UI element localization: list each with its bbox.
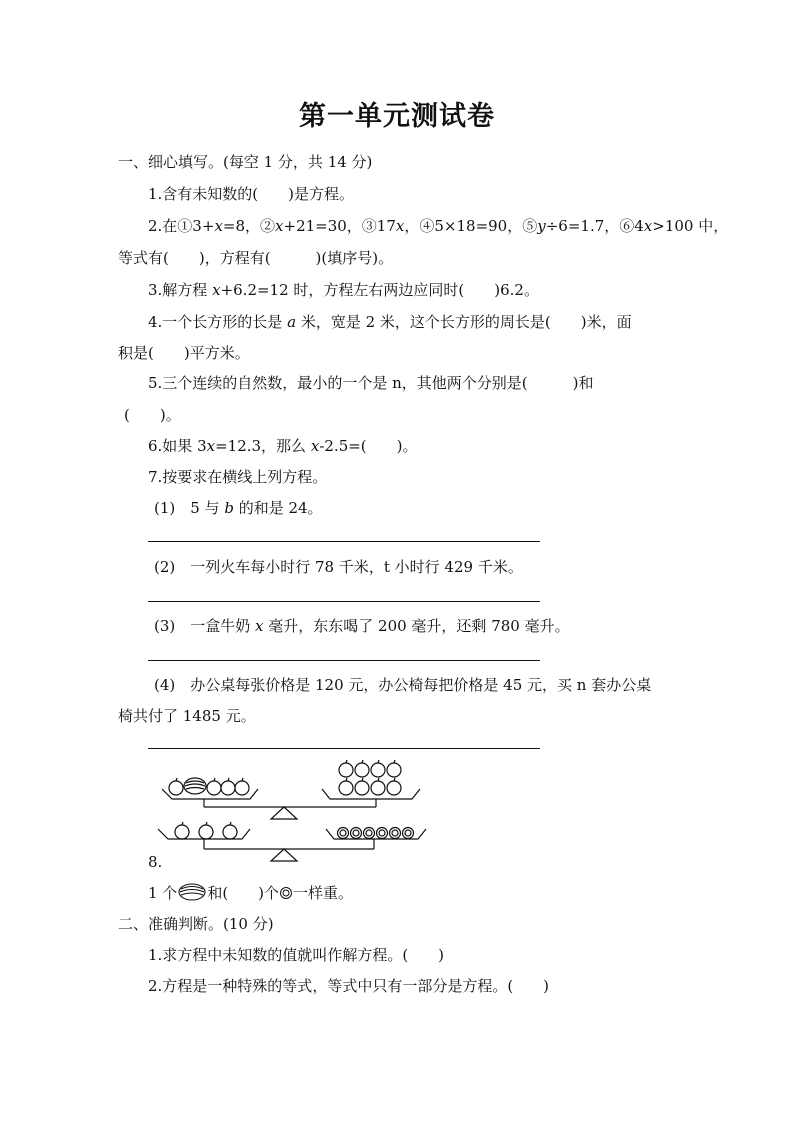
question-3: 3.解方程 x+6.2=12 时，方程左右两边应同时( )6.2。 xyxy=(148,281,539,299)
orange-icon xyxy=(351,828,362,839)
apple-icon xyxy=(387,760,401,777)
judgement-question-1: 1.求方程中未知数的值就叫作解方程。( ) xyxy=(148,946,445,964)
apple-icon xyxy=(355,778,369,795)
question-7-part-3: (3) 一盒牛奶 x 毫升，东东喝了 200 毫升，还剩 780 毫升。 xyxy=(154,617,570,635)
apple-icon xyxy=(371,760,385,777)
top-scale xyxy=(162,760,420,819)
question-1: 1.含有未知数的( )是方程。 xyxy=(148,185,355,203)
question-2-line1: 2.在①3+x=8，②x+21=30，③17x，④5×18=90，⑤y÷6=1.7，⑥4x>100 中， xyxy=(148,217,729,235)
watermelon-icon xyxy=(177,883,207,901)
question-7-part-2: (2) 一列火车每小时行 78 千米，t 小时行 429 千米。 xyxy=(154,558,523,576)
answer-line-4[interactable] xyxy=(148,748,540,749)
apple-icon xyxy=(221,778,235,795)
answer-line-1[interactable] xyxy=(148,541,540,542)
orange-icon xyxy=(279,886,293,900)
orange-icon xyxy=(364,828,375,839)
orange-icon xyxy=(338,828,349,839)
apple-icon xyxy=(387,778,401,795)
question-4-line2: 积是( )平方米。 xyxy=(118,344,250,362)
question-8: 1 个 和( )个 一样重。 xyxy=(148,884,354,902)
judgement-question-2: 2.方程是一种特殊的等式，等式中只有一部分是方程。( ) xyxy=(148,977,550,995)
question-7-heading: 7.按要求在横线上列方程。 xyxy=(148,468,328,486)
question-4-line1: 4.一个长方形的长是 a 米，宽是 2 米，这个长方形的周长是( )米，面 xyxy=(148,313,632,331)
orange-icon xyxy=(377,828,388,839)
apple-icon xyxy=(169,778,183,795)
apple-icon xyxy=(223,822,237,839)
section1-heading: 一、细心填写。(每空 1 分，共 14 分) xyxy=(118,153,373,171)
watermelon-icon xyxy=(184,778,206,794)
answer-line-2[interactable] xyxy=(148,601,540,602)
apple-icon xyxy=(371,778,385,795)
question-7-part-4-line2: 椅共付了 1485 元。 xyxy=(118,707,256,725)
orange-icon xyxy=(403,828,414,839)
answer-line-3[interactable] xyxy=(148,660,540,661)
page-title: 第一单元测试卷 xyxy=(299,101,495,132)
orange-icon xyxy=(390,828,401,839)
apple-icon xyxy=(235,778,249,795)
apple-icon xyxy=(175,822,189,839)
balance-scale-figure xyxy=(150,755,440,867)
question-5-line1: 5.三个连续的自然数，最小的一个是 n，其他两个分别是( )和 xyxy=(148,374,594,392)
apple-icon xyxy=(355,760,369,777)
question-7-part-4-line1: (4) 办公桌每张价格是 120 元，办公椅每把价格是 45 元，买 n 套办公桌 xyxy=(154,676,652,694)
apple-icon xyxy=(339,760,353,777)
question-8-number: 8. xyxy=(148,853,163,871)
apple-icon xyxy=(199,822,213,839)
question-6: 6.如果 3x=12.3，那么 x-2.5=( )。 xyxy=(148,437,418,455)
apple-icon xyxy=(339,778,353,795)
question-2-line2: 等式有( )，方程有( )(填序号)。 xyxy=(118,249,394,267)
question-7-part-1: (1) 5 与 b 的和是 24。 xyxy=(154,499,323,517)
section2-heading: 二、准确判断。(10 分) xyxy=(118,915,274,933)
bottom-scale xyxy=(158,822,426,861)
question-5-line2: ( )。 xyxy=(124,406,181,424)
apple-icon xyxy=(207,778,221,795)
